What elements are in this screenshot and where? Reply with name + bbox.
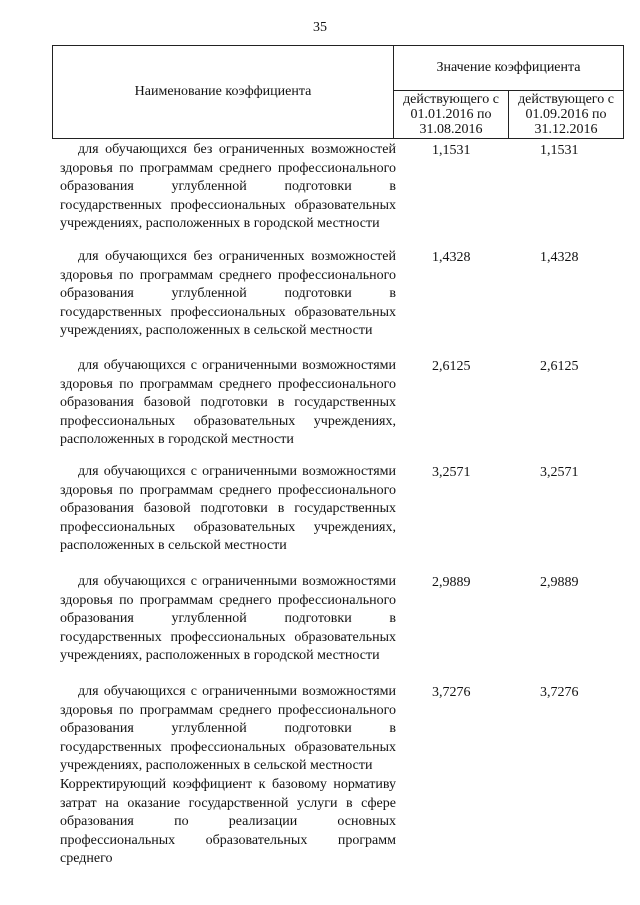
header-period-2: действующего с 01.09.2016 по 31.12.2016 [518, 92, 614, 137]
row-3-value-period-2: 2,6125 [540, 359, 579, 374]
row-1-description: для обучающихся без ограниченных возможностей здоровья по программам среднего профессионального образования углубленной подготовки в государственных профессиональных образовательных учреждениях, расположенных в городской местности [60, 142, 396, 231]
row-5-value-period-1: 2,9889 [432, 575, 471, 590]
row-3-value-period-1: 2,6125 [432, 359, 471, 374]
header-coefficient-name: Наименование коэффициента [53, 46, 394, 138]
row-5-value-period-2: 2,9889 [540, 575, 579, 590]
row-2-value-period-1: 1,4328 [432, 250, 471, 265]
row-2-description: для обучающихся без ограниченных возможностей здоровья по программам среднего профессионального образования углубленной подготовки в государственных профессиональных образовательных учреждениях, расположенных в сельской местности [60, 249, 396, 338]
row-5-description: для обучающихся с ограниченными возможностями здоровья по программам среднего профессионального образования углубленной подготовки в государственных профессиональных образовательных учреждениях, расположенных в городской местности [60, 574, 396, 663]
corrective-coefficient-text: Корректирующий коэффициент к базовому нормативу затрат на оказание государственной услуги в сфере образования по реализации основных профессиональных образовательных программ среднего [60, 777, 396, 866]
row-3-description: для обучающихся с ограниченными возможностями здоровья по программам среднего профессионального образования базовой подготовки в государственных профессиональных образовательных учреждениях, расположенных в городской местности [60, 358, 396, 447]
row-1-value-period-1: 1,1531 [432, 143, 471, 158]
row-6-value-period-1: 3,7276 [432, 685, 471, 700]
header-coefficient-value: Значение коэффициента [394, 46, 623, 91]
table-header [52, 45, 624, 139]
row-4-value-period-2: 3,2571 [540, 465, 579, 480]
page-number: 35 [313, 20, 327, 35]
row-6-value-period-2: 3,7276 [540, 685, 579, 700]
row-6-description: для обучающихся с ограниченными возможностями здоровья по программам среднего профессионального образования углубленной подготовки в государственных профессиональных образовательных учреждениях, расположенных в сельской местности [60, 684, 396, 773]
row-1-value-period-2: 1,1531 [540, 143, 579, 158]
row-2-value-period-2: 1,4328 [540, 250, 579, 265]
header-period-1: действующего с 01.01.2016 по 31.08.2016 [394, 91, 509, 138]
row-4-value-period-1: 3,2571 [432, 465, 471, 480]
row-4-description: для обучающихся с ограниченными возможностями здоровья по программам среднего профессионального образования базовой подготовки в государственных профессиональных образовательных учреждениях, расположенных в сельской местности [60, 464, 396, 553]
